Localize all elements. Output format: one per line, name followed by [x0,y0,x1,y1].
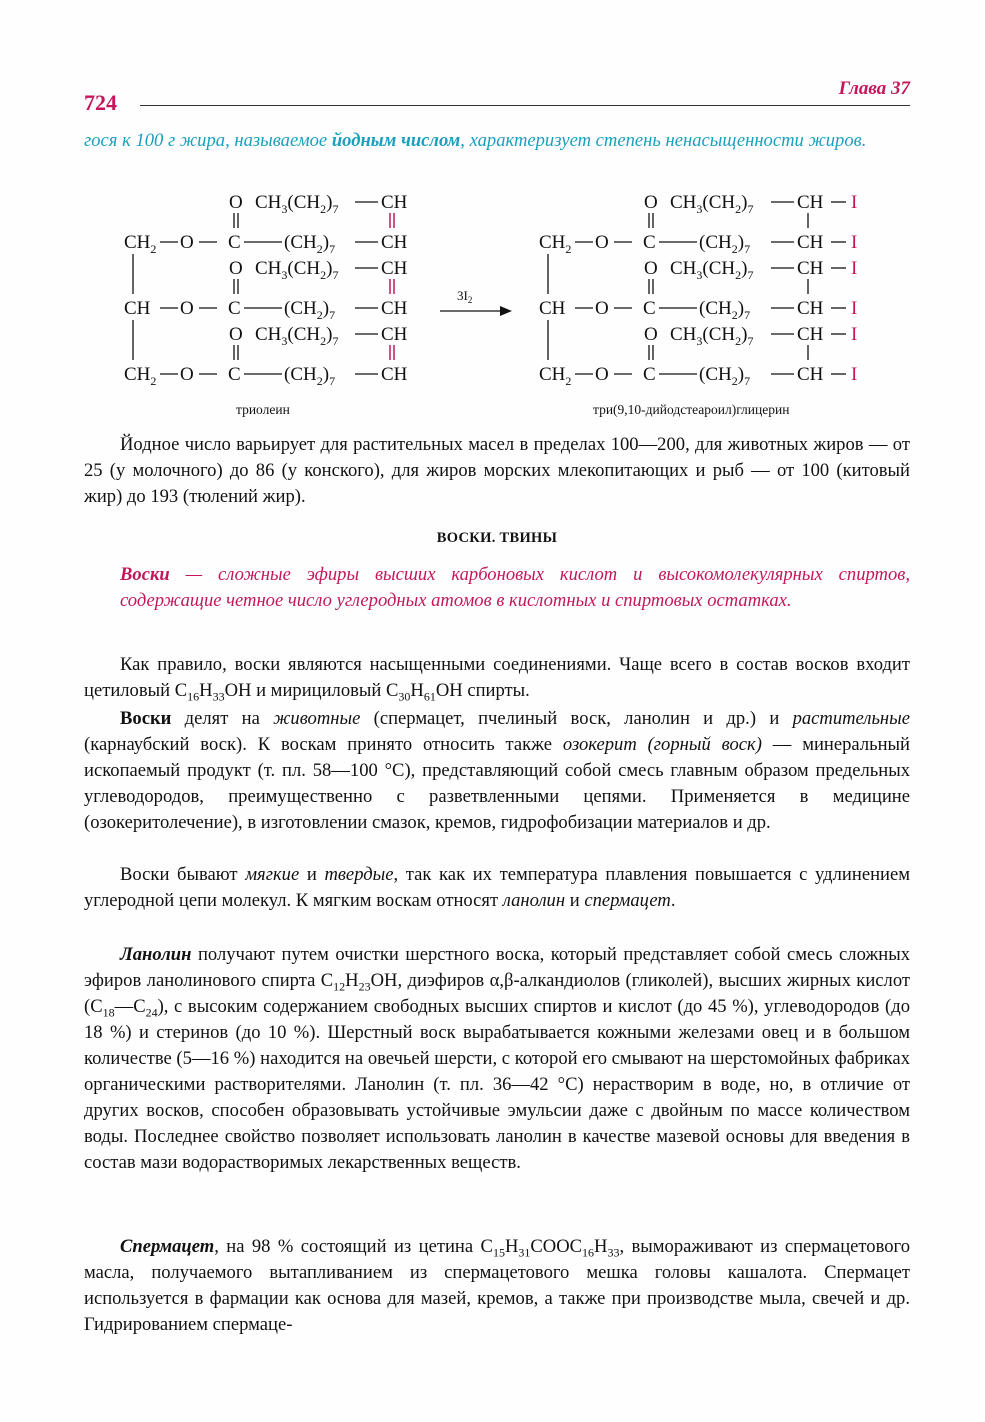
chapter-title: Глава 37 [838,78,910,99]
svg-text:I: I [851,258,858,279]
svg-text:CH3(CH2)7: $CH_3(CH_2)_7$ [255,324,339,348]
svg-text:O: O [595,232,609,253]
svg-text:C: C [228,364,241,385]
iodinated-structure [539,192,857,388]
svg-text:(CH2)7: $(CH_2)_7$ [284,298,336,322]
svg-text:CH3(CH2)7: $CH_3(CH_2)_7$ [255,192,339,216]
svg-text:I: I [851,232,858,253]
paragraph-composition: Как правило, воски являются насыщенными соединениями. Чаще всего в состав восков входит цетиловый $C_{16}H_{33}OH$ и мирициловый $C_{30}H_{61}OH$ спирты. [84,654,910,704]
svg-text:CH: CH [381,258,408,279]
svg-text:CH: CH [381,364,408,385]
reaction-arrow [440,288,512,316]
svg-text:(CH2)7: $(CH_2)_7$ [699,232,751,256]
iodine-number-paragraph: Йодное число варьирует для растительных масел в пределах 100—200, для животных жиров — от 25 (у молочного) до 86 (у конского), для жиров морских млекопитающих и рыб — от 100 (китовый жир) до 193 (тюлений жир). [84,434,910,507]
paragraph-spermaceti: Спермацет, на 98 % состоящий из цетина $C_{15}H_{31}COOC_{16}H_{33}$, вымораживают из спермацетового масла, получаемого вытапливанием из спермацетового мешка головы кашалота. Спермацет используется в фармации как основа для мазей, кремов, а также при производстве мыла, свечей и др. Гидрированием спермаце- [84,1236,910,1335]
svg-text:CH: CH [381,192,408,213]
svg-text:CH2: $CH_2$ [539,364,572,388]
svg-text:C: C [643,232,656,253]
definition-paragraph: Воски — сложные эфиры высших карбоновых кислот и высокомолекулярных спиртов, содержащие четное число углеродных атомов в кислотных и спиртовых остатках. [120,564,910,611]
svg-text:O: O [595,298,609,319]
triolein-structure [124,192,408,388]
svg-text:I: I [851,298,858,319]
paragraph-soft-hard: Воски бывают мягкие и твердые, так как их температура плавления повышается с удлинением углеродной цепи молекул. К мягким воскам относят ланолин и спермацет. [84,864,910,911]
svg-text:O: O [180,298,194,319]
section-title: ВОСКИ. ТВИНЫ [436,530,558,546]
svg-text:CH: CH [124,298,151,319]
svg-text:CH: CH [381,324,408,345]
svg-text:CH3(CH2)7: $CH_3(CH_2)_7$ [255,258,339,282]
svg-text:(CH2)7: $(CH_2)_7$ [284,232,336,256]
svg-text:O: O [229,192,243,213]
svg-text:CH2: $CH_2$ [124,364,157,388]
svg-text:CH3(CH2)7: $CH_3(CH_2)_7$ [670,258,754,282]
triolein-label: триолеин [236,402,290,417]
svg-text:CH: CH [797,298,824,319]
svg-text:CH: CH [797,364,824,385]
svg-text:(CH2)7: $(CH_2)_7$ [699,364,751,388]
reaction-scheme [0,188,985,420]
svg-text:CH: CH [539,298,566,319]
svg-text:CH: CH [381,232,408,253]
page-number: 724 [84,90,117,115]
definition-term: Воски [120,564,170,585]
svg-text:CH: CH [797,324,824,345]
svg-text:CH3(CH2)7: $CH_3(CH_2)_7$ [670,192,754,216]
svg-text:3I2: $3I_2$ [457,288,473,305]
svg-text:C: C [643,298,656,319]
svg-text:C: C [228,232,241,253]
svg-text:(CH2)7: $(CH_2)_7$ [284,364,336,388]
svg-text:O: O [229,258,243,279]
header-rule [140,105,910,106]
iodine-number-term: йодным числом [331,130,461,151]
svg-text:I: I [851,364,858,385]
svg-text:CH2: $CH_2$ [539,232,572,256]
paragraph-lanolin: Ланолин получают путем очистки шерстного воска, который представляет собой смесь сложных эфиров ланолинового спирта $C_{12}H_{23}OH$, диэфиров α,β-алкандиолов (гликолей), высших жирных кислот $(C_{18}—C_{24})$, с высоким содержанием свободных высших спиртов и кислот (до 45 %), углеводородов (до 18 %) и стеринов (до 10 %). Шерстный воск вырабатывается кожными железами овец и в большом количестве (5—16 %) находится на овечьей шерсти, с которой его смывают на шерстомойных фабриках органическими растворителями. Ланолин (т. пл. 36—42 °C) нерастворим в воде, но, в отличие от других восков, способен образовывать устойчивые эмульсии даже с двойным по массе количеством воды. Последнее свойство позволяет использовать ланолин в качестве мазевой основы для введения в состав мази водорастворимых лекарственных веществ. [84,944,910,1173]
svg-text:O: O [180,232,194,253]
svg-text:CH: CH [797,232,824,253]
svg-text:(CH2)7: $(CH_2)_7$ [699,298,751,322]
svg-text:O: O [229,324,243,345]
product-label: три(9,10-дийодстеароил)глицерин [593,402,790,417]
svg-text:I: I [851,324,858,345]
svg-text:O: O [644,324,658,345]
svg-text:C: C [228,298,241,319]
svg-text:O: O [595,364,609,385]
svg-text:CH: CH [797,258,824,279]
svg-text:I: I [851,192,858,213]
svg-text:C: C [643,364,656,385]
svg-text:O: O [644,192,658,213]
svg-text:CH2: $CH_2$ [124,232,157,256]
intro-paragraph: гося к 100 г жира, называемое йодным числом, характеризует степень ненасыщенности жиров. [84,130,867,151]
paragraph-classification: Воски делят на животные (спермацет, пчелиный воск, ланолин и др.) и растительные (карнаубский воск). К воскам принято относить также озокерит (горный воск) — минеральный ископаемый продукт (т. пл. 58—100 °C), представляющий собой смесь главным образом предельных углеводородов, преимущественно с разветвленными цепями. Применяется в медицине (озокеритолечение), в изготовлении смазок, кремов, гидрофобизации материалов и др. [84,708,910,833]
svg-text:CH3(CH2)7: $CH_3(CH_2)_7$ [670,324,754,348]
svg-text:CH: CH [797,192,824,213]
svg-text:CH: CH [381,298,408,319]
svg-text:O: O [644,258,658,279]
svg-text:O: O [180,364,194,385]
